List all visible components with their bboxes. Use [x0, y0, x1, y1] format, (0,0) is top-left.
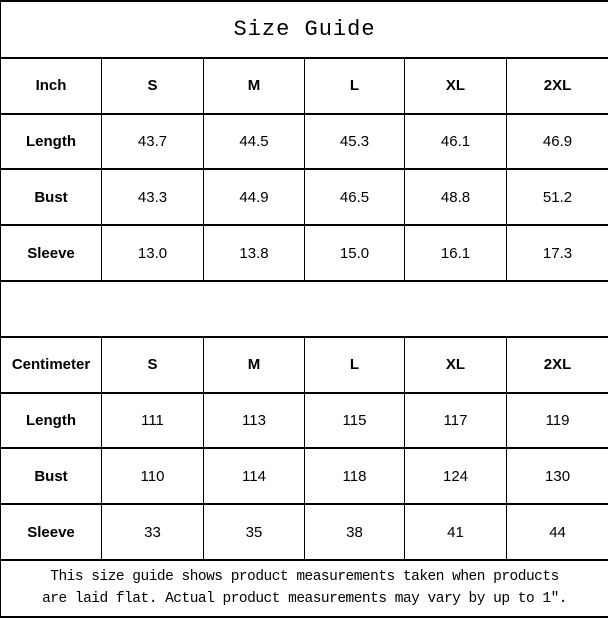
cm-length-row — [1, 393, 608, 449]
inch-col-xl: XL — [405, 58, 507, 114]
inch-sleeve-2xl: 17.3 — [507, 225, 608, 281]
title-row — [1, 1, 608, 58]
inch-sleeve-label: Sleeve — [1, 225, 102, 281]
cm-bust-xl: 124 — [405, 448, 507, 504]
page-title: Size Guide — [1, 1, 608, 58]
inch-col-2xl: 2XL — [507, 58, 608, 114]
cm-col-m: M — [204, 337, 305, 393]
inch-length-l: 45.3 — [305, 114, 405, 170]
cm-length-m: 113 — [204, 393, 305, 449]
cm-sleeve-label: Sleeve — [1, 504, 102, 560]
inch-bust-row — [1, 169, 608, 225]
cm-sleeve-row — [1, 504, 608, 560]
cm-sleeve-m: 35 — [204, 504, 305, 560]
inch-sleeve-xl: 16.1 — [405, 225, 507, 281]
inch-unit-label: Inch — [1, 58, 102, 114]
cm-length-l: 115 — [305, 393, 405, 449]
cm-col-s: S — [102, 337, 204, 393]
spacer-cell — [1, 281, 608, 337]
inch-bust-l: 46.5 — [305, 169, 405, 225]
cm-bust-m: 114 — [204, 448, 305, 504]
footnote-row — [1, 560, 608, 617]
cm-length-label: Length — [1, 393, 102, 449]
cm-col-2xl: 2XL — [507, 337, 608, 393]
inch-sleeve-l: 15.0 — [305, 225, 405, 281]
inch-bust-label: Bust — [1, 169, 102, 225]
footnote — [1, 560, 608, 617]
footnote-line-1: This size guide shows product measurements taken when products — [50, 568, 559, 585]
inch-length-m: 44.5 — [204, 114, 305, 170]
inch-length-row — [1, 114, 608, 170]
inch-length-2xl: 46.9 — [507, 114, 608, 170]
cm-bust-2xl: 130 — [507, 448, 608, 504]
cm-sleeve-l: 38 — [305, 504, 405, 560]
cm-length-s: 111 — [102, 393, 204, 449]
inch-col-m: M — [204, 58, 305, 114]
inch-sleeve-row — [1, 225, 608, 281]
cm-header-row — [1, 337, 608, 393]
inch-bust-xl: 48.8 — [405, 169, 507, 225]
spacer-row — [1, 281, 608, 337]
cm-bust-s: 110 — [102, 448, 204, 504]
inch-header-row — [1, 58, 608, 114]
inch-bust-2xl: 51.2 — [507, 169, 608, 225]
inch-sleeve-m: 13.8 — [204, 225, 305, 281]
cm-unit-label: Centimeter — [1, 337, 102, 393]
cm-sleeve-xl: 41 — [405, 504, 507, 560]
inch-col-s: S — [102, 58, 204, 114]
inch-length-s: 43.7 — [102, 114, 204, 170]
cm-col-xl: XL — [405, 337, 507, 393]
cm-length-2xl: 119 — [507, 393, 608, 449]
cm-bust-l: 118 — [305, 448, 405, 504]
cm-sleeve-2xl: 44 — [507, 504, 608, 560]
cm-length-xl: 117 — [405, 393, 507, 449]
footnote-line-2: are laid flat. Actual product measurements may vary by up to 1″. — [42, 590, 567, 607]
cm-col-l: L — [305, 337, 405, 393]
inch-length-label: Length — [1, 114, 102, 170]
cm-bust-row — [1, 448, 608, 504]
inch-bust-s: 43.3 — [102, 169, 204, 225]
inch-length-xl: 46.1 — [405, 114, 507, 170]
inch-bust-m: 44.9 — [204, 169, 305, 225]
cm-sleeve-s: 33 — [102, 504, 204, 560]
inch-sleeve-s: 13.0 — [102, 225, 204, 281]
cm-bust-label: Bust — [1, 448, 102, 504]
inch-col-l: L — [305, 58, 405, 114]
